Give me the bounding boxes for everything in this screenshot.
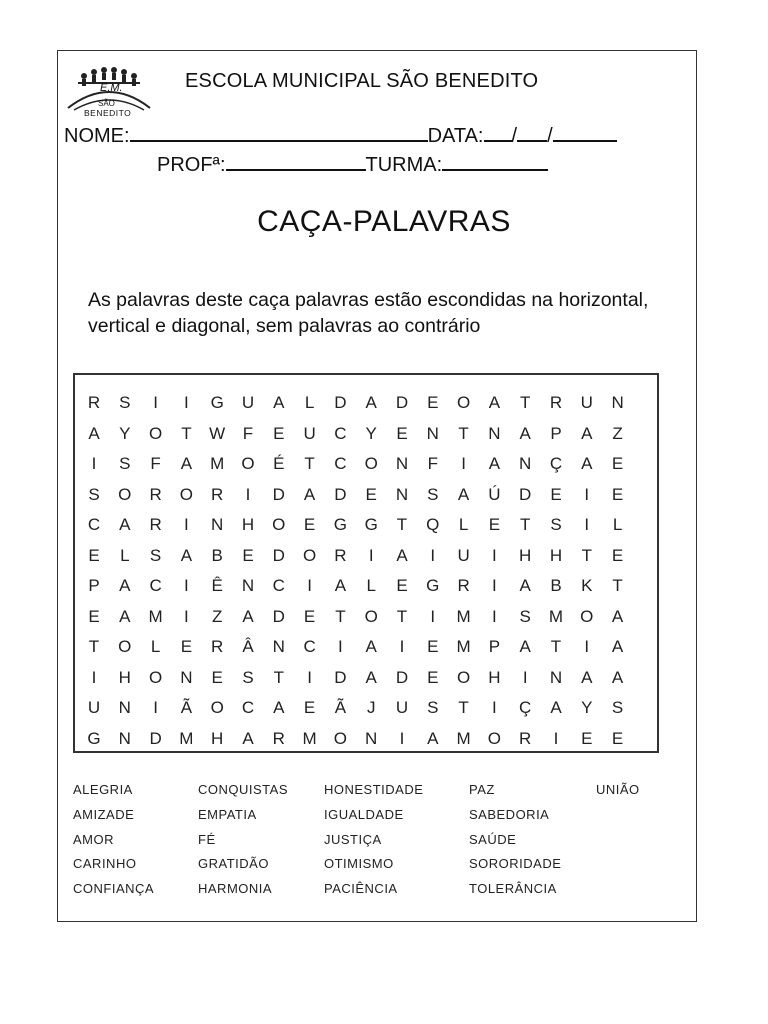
grid-letter[interactable]: M [148, 606, 163, 626]
grid-letter[interactable]: I [492, 576, 497, 595]
grid-letter[interactable]: O [210, 698, 224, 717]
grid-letter[interactable]: E [396, 423, 408, 443]
grid-letter[interactable]: A [365, 637, 377, 656]
grid-letter[interactable]: E [396, 576, 408, 595]
word-list-item: JUSTIÇA [324, 831, 382, 847]
grid-letter[interactable]: A [119, 576, 131, 595]
grid-letter[interactable]: A [611, 637, 624, 656]
grid-letter[interactable]: M [210, 454, 225, 473]
grid-letter[interactable]: O [456, 667, 471, 687]
grid-letter[interactable]: F [150, 454, 161, 473]
grid-letter[interactable]: I [184, 606, 189, 626]
grid-letter[interactable]: T [273, 667, 284, 687]
grid-letter[interactable]: A [550, 698, 562, 717]
grid-letter[interactable]: A [488, 454, 501, 473]
word-list-item: ALEGRIA [73, 782, 133, 797]
logo-text-em: E.M. [100, 82, 123, 94]
grid-letter[interactable]: E [427, 393, 439, 412]
grid-letter[interactable]: I [584, 515, 590, 534]
grid-letter[interactable]: Ã [180, 698, 193, 717]
grid-letter[interactable]: E [611, 484, 624, 504]
word-list-item: UNIÃO [596, 782, 640, 797]
grid-letter[interactable]: A [273, 393, 285, 412]
teacher-label: PROFª: [157, 154, 226, 176]
grid-letter[interactable]: D [334, 484, 347, 504]
grid-letter[interactable]: U [457, 545, 470, 565]
grid-letter[interactable]: U [395, 698, 409, 717]
grid-letter[interactable]: R [149, 484, 162, 504]
grid-letter[interactable]: C [334, 423, 347, 443]
grid-letter[interactable]: I [492, 606, 497, 626]
grid-letter[interactable]: S [611, 698, 624, 717]
word-list-item: CONFIANÇA [73, 881, 155, 897]
grid-letter[interactable]: E [488, 515, 501, 534]
grid-letter[interactable]: I [91, 454, 97, 473]
grid-letter[interactable]: N [549, 667, 563, 687]
grid-letter[interactable]: T [396, 606, 408, 626]
grid-letter[interactable]: O [456, 393, 471, 412]
logo-text-benedito: BENEDITO [84, 108, 132, 118]
grid-letter[interactable]: T [181, 423, 192, 443]
grid-letter[interactable]: I [91, 667, 97, 687]
worksheet-title: CAÇA-PALAVRAS [257, 205, 511, 238]
grid-letter[interactable]: I [338, 637, 343, 656]
grid-letter[interactable]: O [302, 545, 317, 565]
grid-letter[interactable]: T [519, 515, 531, 534]
grid-letter[interactable]: G [210, 393, 224, 412]
grid-letter[interactable]: U [241, 393, 255, 412]
word-list-item: OTIMISMO [324, 856, 394, 872]
grid-letter[interactable]: S [519, 606, 531, 626]
grid-letter[interactable]: O [148, 667, 163, 687]
grid-letter[interactable]: D [272, 606, 285, 626]
grid-letter[interactable]: E [303, 515, 316, 534]
grid-letter[interactable]: Ç [519, 698, 532, 717]
grid-letter[interactable]: E [581, 728, 593, 748]
word-list-item: HARMONIA [198, 881, 273, 897]
word-list-item: PACIÊNCIA [324, 881, 398, 897]
grid-letter[interactable]: E [611, 728, 624, 748]
grid-letter[interactable]: H [488, 667, 501, 687]
grid-letter[interactable]: M [456, 637, 471, 656]
school-logo [64, 66, 154, 122]
grid-letter[interactable]: I [153, 393, 158, 412]
grid-letter[interactable]: N [272, 637, 285, 656]
word-list-item: GRATIDÃO [198, 856, 269, 872]
grid-letter[interactable]: O [333, 728, 347, 748]
grid-letter[interactable]: L [458, 515, 469, 534]
grid-letter[interactable]: U [87, 698, 101, 717]
grid-letter[interactable]: M [302, 728, 317, 748]
grid-letter[interactable]: D [149, 728, 162, 748]
grid-letter[interactable]: T [519, 393, 531, 412]
grid-letter[interactable]: R [87, 393, 101, 412]
class-label: TURMA: [365, 154, 443, 176]
class-field[interactable] [442, 153, 548, 171]
grid-letter[interactable]: Z [612, 423, 623, 443]
instructions: As palavras deste caça palavras estão escondidas na horizontal, vertical e diagonal, sem palavras ao contrário [88, 289, 649, 337]
grid-letter[interactable]: R [519, 728, 532, 748]
grid-letter[interactable]: M [456, 606, 471, 626]
grid-letter[interactable]: D [395, 667, 409, 687]
grid-letter[interactable]: C [272, 576, 285, 595]
grid-letter[interactable]: I [584, 484, 590, 504]
grid-letter[interactable]: A [581, 667, 593, 687]
grid-letter[interactable]: G [333, 515, 347, 534]
grid-letter[interactable]: O [580, 606, 594, 626]
grid-letter[interactable]: I [399, 728, 405, 748]
grid-letter[interactable]: F [242, 423, 254, 443]
grid-letter[interactable]: O [179, 484, 193, 504]
grid-letter[interactable]: A [457, 484, 470, 504]
grid-letter[interactable]: A [427, 728, 439, 748]
school-name: ESCOLA MUNICIPAL SÃO BENEDITO [185, 70, 539, 92]
word-list-item: EMPATIA [198, 806, 257, 822]
grid-letter[interactable]: N [180, 667, 193, 687]
grid-letter[interactable]: I [184, 393, 189, 412]
grid-letter[interactable]: D [272, 484, 285, 504]
grid-letter[interactable]: N [365, 728, 378, 748]
grid-letter[interactable]: I [522, 667, 528, 687]
grid-letter[interactable]: A [334, 576, 347, 595]
grid-letter[interactable]: I [184, 576, 189, 595]
grid-letter[interactable]: A [581, 423, 593, 443]
grid-letter[interactable]: C [334, 454, 347, 473]
grid-letter[interactable]: N [519, 454, 532, 473]
grid-letter[interactable]: N [118, 698, 131, 717]
grid-letter[interactable]: É [273, 454, 285, 473]
grid-letter[interactable]: I [492, 698, 497, 717]
grid-letter[interactable]: H [211, 728, 224, 748]
word-list-item: SABEDORIA [469, 806, 550, 822]
grid-letter[interactable]: I [368, 545, 374, 565]
date-day-field[interactable] [484, 124, 512, 142]
grid-letter[interactable]: Q [426, 515, 440, 534]
grid-letter[interactable]: A [365, 393, 377, 412]
grid-letter[interactable]: T [458, 698, 469, 717]
grid-letter[interactable]: E [88, 606, 100, 626]
date-separator: / [547, 125, 553, 147]
grid-letter[interactable]: G [364, 515, 378, 534]
grid-letter[interactable]: A [242, 728, 254, 748]
grid-letter[interactable]: A [519, 637, 531, 656]
date-month-field[interactable] [517, 124, 547, 142]
grid-letter[interactable]: R [334, 545, 347, 565]
grid-letter[interactable]: O [118, 484, 132, 504]
grid-letter[interactable]: A [180, 545, 193, 565]
grid-letter[interactable]: T [88, 637, 100, 656]
grid-letter[interactable]: Ã [334, 698, 347, 717]
grid-letter[interactable]: T [550, 637, 562, 656]
teacher-field[interactable] [226, 153, 366, 171]
grid-letter[interactable]: A [611, 667, 624, 687]
grid-letter[interactable]: O [118, 637, 132, 656]
grid-letter[interactable]: I [553, 728, 559, 748]
grid-letter[interactable]: D [395, 393, 409, 412]
grid-letter[interactable]: L [366, 576, 376, 595]
grid-letter[interactable]: K [581, 576, 593, 595]
grid-letter[interactable]: J [366, 698, 376, 717]
grid-letter[interactable]: B [211, 545, 223, 565]
grid-letter[interactable]: T [396, 515, 408, 534]
grid-letter[interactable]: O [487, 728, 501, 748]
grid-letter[interactable]: D [334, 667, 347, 687]
grid-letter[interactable]: N [611, 393, 624, 412]
grid-letter[interactable]: A [488, 393, 501, 412]
word-list-item: CONQUISTAS [198, 782, 288, 797]
name-field[interactable] [130, 124, 428, 142]
grid-letter[interactable]: H [118, 667, 131, 687]
grid-letter[interactable]: I [584, 637, 590, 656]
grid-letter[interactable]: Ç [549, 454, 563, 473]
grid-letter[interactable]: R [149, 515, 162, 534]
grid-letter[interactable]: E [365, 484, 377, 504]
grid-letter[interactable]: A [242, 606, 254, 626]
grid-letter[interactable]: A [611, 606, 624, 626]
grid-letter[interactable]: R [272, 728, 285, 748]
grid-letter[interactable]: Y [581, 698, 593, 717]
grid-letter[interactable]: I [492, 545, 497, 565]
grid-letter[interactable]: L [612, 515, 623, 534]
grid-letter[interactable]: S [88, 484, 100, 504]
grid-letter[interactable]: Y [119, 423, 131, 443]
grid-letter[interactable]: C [87, 515, 101, 534]
grid-letter[interactable]: E [427, 667, 439, 687]
word-list-item: SAÚDE [469, 831, 517, 847]
grid-letter[interactable]: Â [242, 637, 254, 656]
grid-letter[interactable]: I [430, 545, 436, 565]
grid-letter[interactable]: O [272, 515, 286, 534]
grid-letter[interactable]: C [149, 576, 162, 595]
grid-letter[interactable]: A [365, 667, 377, 687]
grid-letter[interactable]: I [307, 667, 312, 687]
grid-letter[interactable]: U [303, 423, 316, 443]
grid-letter[interactable]: I [153, 698, 158, 717]
grid-letter[interactable]: C [303, 637, 316, 656]
grid-letter[interactable]: E [303, 698, 316, 717]
date-label: DATA: [427, 125, 484, 147]
grid-letter[interactable]: E [242, 545, 254, 565]
grid-letter[interactable]: I [461, 454, 466, 473]
grid-letter[interactable]: T [304, 454, 315, 473]
grid-letter[interactable]: N [395, 454, 409, 473]
grid-letter[interactable]: R [457, 576, 470, 595]
grid-letter[interactable]: M [456, 728, 471, 748]
grid-letter[interactable]: E [273, 423, 285, 443]
grid-letter[interactable]: P [488, 637, 501, 656]
grid-letter[interactable]: E [211, 667, 223, 687]
grid-letter[interactable]: E [611, 545, 624, 565]
grid-letter[interactable]: Y [365, 423, 377, 443]
grid-letter[interactable]: A [303, 484, 316, 504]
word-search-grid [73, 373, 659, 753]
name-label: NOME: [64, 125, 130, 147]
grid-letter[interactable]: D [334, 393, 347, 412]
grid-letter[interactable]: N [118, 728, 131, 748]
grid-letter[interactable]: H [549, 545, 563, 565]
grid-letter[interactable]: W [209, 423, 226, 443]
grid-letter[interactable]: A [119, 606, 131, 626]
grid-letter[interactable]: R [211, 637, 224, 656]
grid-letter[interactable]: H [519, 545, 532, 565]
grid-letter[interactable]: Ê [211, 576, 223, 595]
grid-letter[interactable]: B [550, 576, 562, 595]
grid-letter[interactable]: A [273, 698, 285, 717]
word-list-item: AMOR [73, 831, 114, 847]
grid-letter[interactable]: A [119, 515, 131, 534]
grid-letter[interactable]: E [427, 637, 439, 656]
grid-letter[interactable]: D [272, 545, 285, 565]
grid-letter[interactable]: S [242, 667, 254, 687]
grid-letter[interactable]: M [548, 606, 564, 626]
grid-letter[interactable]: S [550, 515, 562, 534]
grid-letter[interactable]: T [335, 606, 346, 626]
grid-letter[interactable]: L [150, 637, 161, 656]
grid-letter[interactable]: O [148, 423, 163, 443]
word-list-item: HONESTIDADE [324, 782, 424, 797]
grid-letter[interactable]: T [581, 545, 592, 565]
grid-letter[interactable]: U [580, 393, 593, 412]
logo-text-sao: SÃO [98, 99, 115, 108]
name-date-line [64, 124, 617, 148]
grid-letter[interactable]: O [364, 606, 378, 626]
grid-letter[interactable]: T [612, 576, 623, 595]
word-list-item: IGUALDADE [324, 806, 404, 822]
grid-letter[interactable]: N [488, 423, 501, 443]
word-list-item: CARINHO [73, 856, 137, 872]
grid-letter[interactable]: N [211, 515, 224, 534]
grid-letter[interactable]: I [307, 576, 312, 595]
word-list-item: PAZ [469, 782, 495, 797]
word-list-item: AMIZADE [73, 806, 135, 822]
grid-letter[interactable]: I [245, 484, 251, 504]
grid-letter[interactable]: A [581, 454, 593, 473]
grid-letter[interactable]: E [611, 454, 624, 473]
word-list-item: FÉ [198, 831, 216, 847]
grid-letter[interactable]: L [304, 393, 315, 412]
grid-letter[interactable]: A [88, 423, 100, 443]
grid-letter[interactable]: Ú [488, 484, 501, 504]
grid-letter[interactable]: G [87, 728, 101, 748]
grid-letter[interactable]: R [549, 393, 563, 412]
grid-letter[interactable]: I [399, 637, 405, 656]
grid-letter[interactable]: I [430, 606, 436, 626]
grid-letter[interactable]: A [180, 454, 193, 473]
grid-letter[interactable]: S [119, 454, 131, 473]
date-separator: / [511, 125, 518, 147]
grid-letter[interactable]: O [364, 454, 378, 473]
grid-letter[interactable]: T [458, 423, 469, 443]
grid-letter[interactable]: Z [211, 606, 223, 626]
grid-letter[interactable]: H [241, 515, 255, 534]
grid-letter[interactable]: D [519, 484, 532, 504]
grid-letter[interactable]: E [180, 637, 193, 656]
grid-letter[interactable]: L [120, 545, 130, 565]
grid-letter[interactable]: M [179, 728, 194, 748]
grid-letter[interactable]: S [427, 698, 439, 717]
grid-letter[interactable]: P [550, 423, 562, 443]
grid-letter[interactable]: I [184, 515, 189, 534]
date-year-field[interactable] [553, 124, 617, 142]
grid-letter[interactable]: N [241, 576, 255, 595]
grid-letter[interactable]: N [395, 484, 409, 504]
grid-letter[interactable]: N [426, 423, 439, 443]
grid-letter[interactable]: G [426, 576, 440, 595]
grid-letter[interactable]: A [396, 545, 408, 565]
grid-letter[interactable]: E [550, 484, 562, 504]
grid-letter[interactable]: C [241, 698, 255, 717]
grid-letter[interactable]: S [427, 484, 439, 504]
grid-letter[interactable]: A [519, 576, 531, 595]
teacher-class-line [157, 153, 548, 177]
grid-letter[interactable]: O [241, 454, 255, 473]
grid-letter[interactable]: S [149, 545, 162, 565]
grid-letter[interactable]: F [427, 454, 438, 473]
grid-letter[interactable]: E [303, 606, 316, 626]
word-list-item: TOLERÂNCIA [469, 881, 557, 897]
grid-letter[interactable]: P [88, 576, 100, 595]
grid-letter[interactable]: A [519, 423, 531, 443]
grid-letter[interactable]: R [211, 484, 224, 504]
grid-letter[interactable]: S [119, 393, 131, 412]
grid-letter[interactable]: E [88, 545, 100, 565]
word-list-item: SORORIDADE [469, 856, 562, 872]
